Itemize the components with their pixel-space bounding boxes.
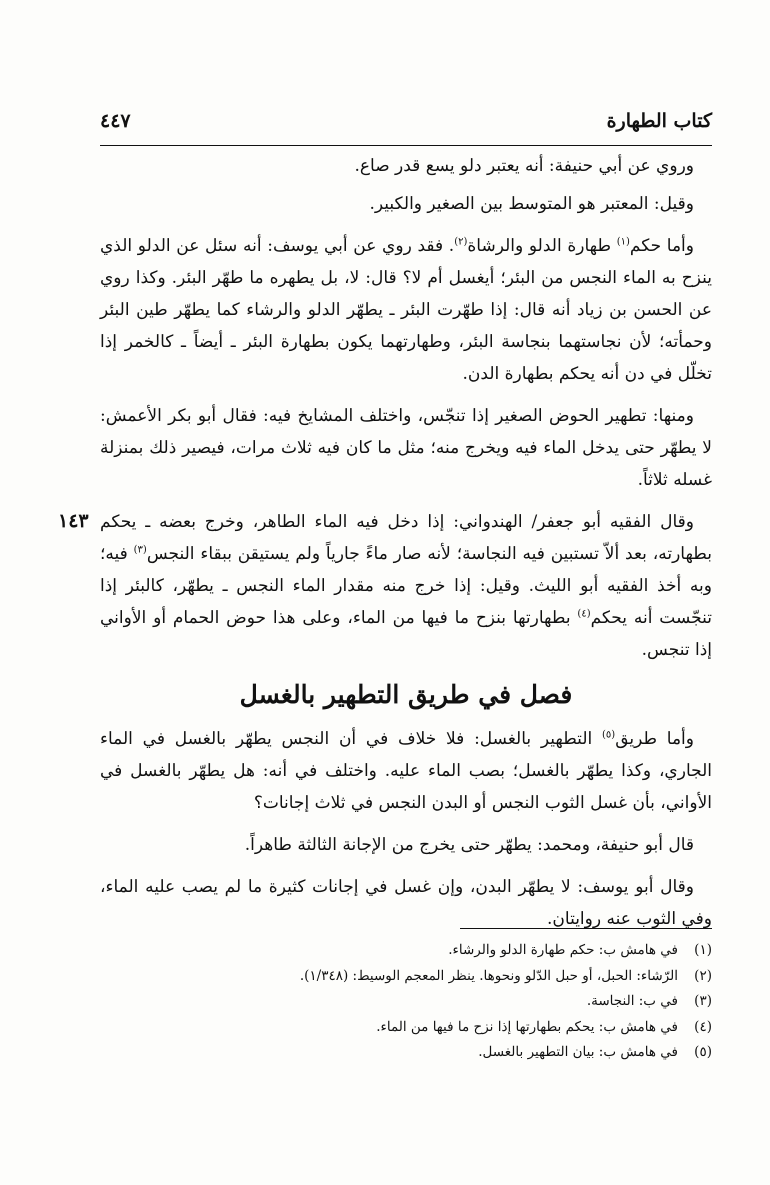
paragraph-text: التطهير بالغسل: فلا خلاف في أن النجس يطهّر بالغسل في الماء الجاري، وكذا يطهّر بالغسل؛ بصب الماء عليه. واختلف في أنه: هل يطهّر بالغسل في الأواني، بأن غسل الثوب النجس أو البدن النجس في ثلاث إجانات؟ [100,729,712,813]
footnote-text: في هامش ب: حكم طهارة الدلو والرشاء. [448,942,678,958]
paragraph-text: قال أبو حنيفة، ومحمد: يطهّر حتى يخرج من الإجانة الثالثة طاهراً. [244,835,694,855]
footnote-number: (١) [694,942,712,958]
footnote-ref-2: (٢) [454,236,468,248]
margin-page-reference: ١٤٣ [58,510,89,532]
header-rule [100,145,712,146]
footnote-text: الرّشاء: الحبل، أو حبل الدّلو ونحوها. ينظر المعجم الوسيط: (١/٣٤٨). [299,967,678,984]
footnote-number: (٣) [694,993,712,1009]
paragraph-text: طهارة الدلو والرشاة [467,236,617,256]
page-number: ٤٤٧ [100,110,131,132]
paragraph-1 [100,150,712,182]
paragraph-text: وأما حكم [629,236,694,256]
footnote-number: (٥) [694,1044,712,1060]
paragraph-text: وأما طريق [615,729,694,749]
footnote-ref-1: (١) [616,236,630,248]
footnote-text: في هامش ب: بيان التطهير بالغسل. [478,1044,678,1060]
footnote-ref-5: (٥) [602,729,616,741]
paragraph-7 [100,829,712,861]
paragraph-6 [100,723,712,819]
running-header [100,102,712,142]
footnote-ref-3: (٣) [133,544,147,556]
footnote-2 [100,964,712,990]
footnote-number: (٤) [694,1018,712,1035]
paragraph-4 [100,400,712,496]
paragraph-text: ومنها: تطهير الحوض الصغير إذا تنجّس، واختلف المشايخ فيه: فقال أبو بكر الأعمش: لا يطهّر حتى يدخل الماء فيه ويخرج منه؛ مثل ما كان فيه ثلاث مرات، فيصير ذلك بمنزلة غسله ثلاثاً. [100,406,712,490]
paragraph-text: بطهارتها بنزح ما فيها من الماء، وعلى هذا حوض الحمام أو الأواني إذا تنجس. [100,608,712,660]
footnote-5 [100,1040,712,1066]
footnote-3 [100,989,712,1015]
footnote-4 [100,1015,712,1041]
footnote-1 [100,938,712,964]
footnote-text: في ب: النجاسة. [586,993,678,1009]
paragraph-2 [100,188,712,220]
main-text [100,150,712,945]
paragraph-3 [100,230,712,390]
book-title: كتاب الطهارة [606,110,712,132]
paragraph-text: وقيل: المعتبر هو المتوسط بين الصغير والكبير. [369,194,694,214]
paragraph-text: وقال أبو يوسف: لا يطهّر البدن، وإن غسل في إجانات كثيرة ما لم يصب عليه الماء، وفي الثوب عنه روايتان. [100,877,712,929]
footnotes [100,938,712,1066]
paragraph-text: . فقد روي عن أبي يوسف: أنه سئل عن الدلو الذي ينزح به الماء النجس من البئر؛ أيغسل أم لا؟ قال: لا، بل يطهره ما طهّر البئر. وكذا روي عن الحسن بن زياد أنه قال: إذا طهّرت البئر ـ يطهّر الدلو والرشاء كما يطهّر طين البئر وحمأته؛ لأن نجاستهما بنجاسة البئر، وطهارتهما يكون بطهارة البئر ـ أيضاً ـ كالخمر إذا تخلّل في دن أنه يحكم بطهارة الدن. [100,236,712,384]
footnote-rule [460,928,712,929]
paragraph-text: وقال الفقيه أبو جعفر/ الهندواني: إذا دخل فيه الماء الطاهر، وخرج بعضه ـ يحكم بطهارته، بعد ألاّ تستبين فيه النجاسة؛ لأنه صار ماءً جارياً ولم يستيقن ببقاء النجس [100,512,712,564]
footnote-text: في هامش ب: يحكم بطهارتها إذا نزح ما فيها من الماء. [376,1018,678,1035]
paragraph-5 [100,506,712,666]
section-heading: فصل في طريق التطهير بالغسل [239,680,573,709]
footnote-ref-4: (٤) [577,608,591,620]
paragraph-text: وروي عن أبي حنيفة: أنه يعتبر دلو يسع قدر صاع. [354,156,694,176]
paragraph-text: فيه؛ وبه أخذ الفقيه أبو الليث. وقيل: إذا خرج منه مقدار الماء النجس ـ يطهّر، كالبئر إذا تنجّست أنه يحكم [100,544,713,628]
footnote-number: (٢) [694,967,712,984]
paragraph-8 [100,871,712,935]
